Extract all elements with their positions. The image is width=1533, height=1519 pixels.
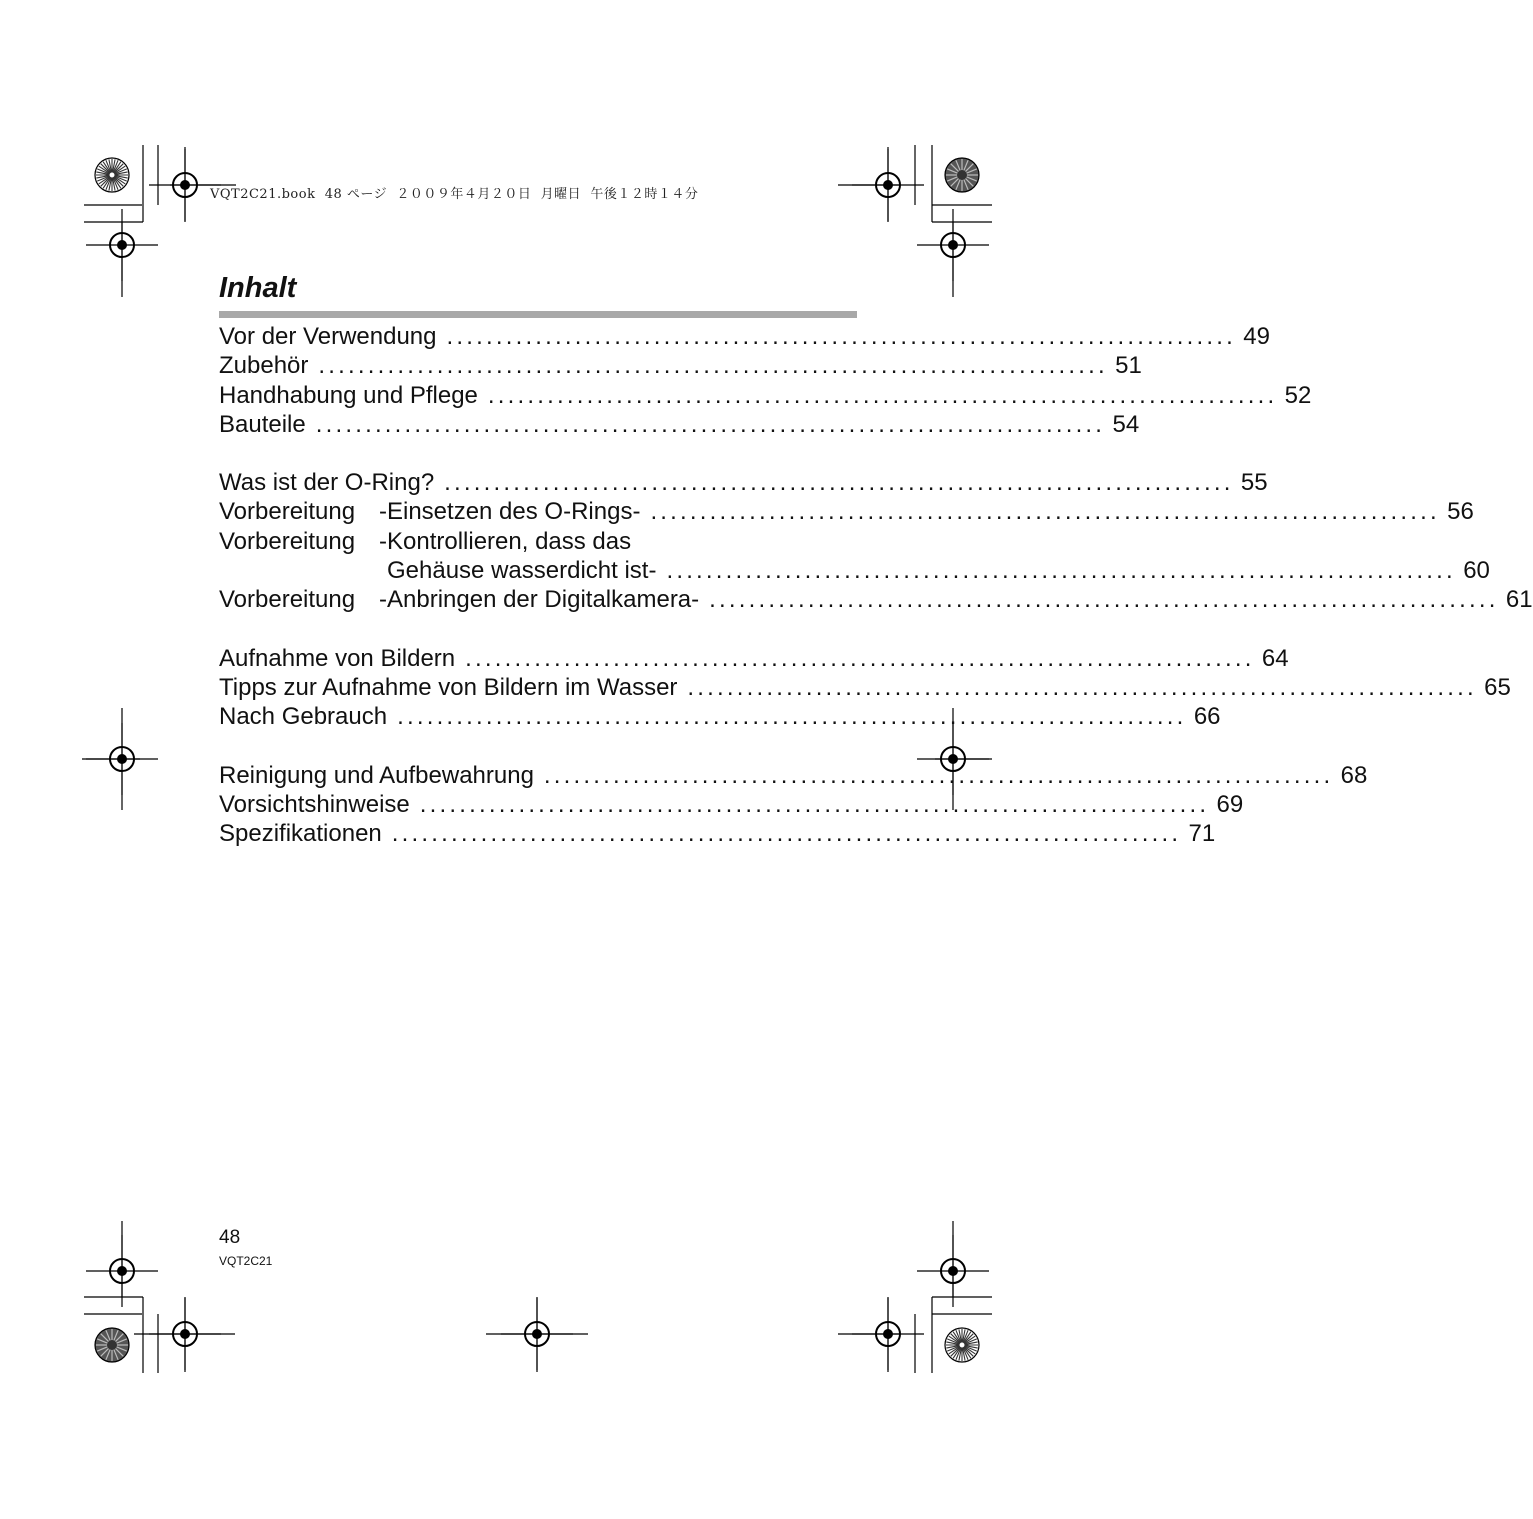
toc-entry-label: Handhabung und Pflege [219,381,478,409]
toc-dot-leader: ................................................................................ [650,498,1440,526]
toc-entry-label: Spezifikationen [219,820,382,848]
toc-dot-leader: ................................................................................ [315,410,1106,438]
toc-entry[interactable] [219,556,1490,585]
toc-entry-label: -Kontrollieren, dass das [379,527,632,555]
toc-entry[interactable] [219,819,1216,848]
toc-entry-page: 56 [1447,498,1474,526]
toc-dot-leader: ................................................................................ [318,352,1108,380]
toc-entry-page: 52 [1284,381,1312,409]
toc-dot-leader: ................................................................................ [666,557,1456,585]
toc-entry[interactable] [219,322,1270,351]
toc-entry[interactable] [219,673,1511,702]
toc-entry-label: Gehäuse wasserdicht ist- [387,557,657,585]
toc-entry-section: Vorbereitung [219,527,356,555]
toc-entry-page: 68 [1340,761,1368,789]
toc-entry[interactable] [219,702,1221,731]
toc-entry-label: Reinigung und Aufbewahrung [219,761,534,789]
toc-entry-label: -Einsetzen des O-Rings- [379,498,641,526]
toc-entry-section: Vorbereitung [219,586,356,614]
toc-entry-page: 69 [1216,790,1244,818]
toc-group [219,644,1511,732]
toc-entry-page: 64 [1261,644,1289,672]
toc-entry-label: Was ist der O-Ring? [219,469,435,497]
toc-entry[interactable] [219,410,1140,439]
toc-dot-leader: ................................................................................ [446,323,1236,350]
toc-dot-leader: ................................................................................ [543,761,1334,789]
table-of-contents [219,322,1533,877]
toc-entry[interactable] [219,527,857,556]
toc-entry-label: Aufnahme von Bildern [219,644,456,672]
toc-entry[interactable] [219,351,1142,380]
toc-dot-leader: ................................................................................ [419,790,1210,818]
toc-entry[interactable] [219,497,1474,526]
toc-entry-label: Vor der Verwendung [219,323,437,350]
toc-group [219,761,1368,849]
toc-dot-leader: ................................................................................ [444,469,1234,497]
toc-entry-page: 65 [1484,673,1511,701]
toc-entry-label: Nach Gebrauch [219,703,388,731]
toc-entry[interactable] [219,585,1533,614]
toc-dot-leader: ................................................................................ [709,586,1499,614]
toc-entry-page: 49 [1243,323,1270,350]
toc-entry-page: 54 [1112,410,1140,438]
toc-entry-page: 66 [1193,703,1221,731]
toc-entry-label: Tipps zur Aufnahme von Bildern im Wasser [219,673,678,701]
title-divider [219,311,857,318]
toc-entry[interactable] [219,468,1268,497]
toc-entry[interactable] [219,761,1368,790]
toc-entry[interactable] [219,381,1312,410]
print-slug-header: VQT2C21.book 48 ページ ２００９年４月２０日 月曜日 午後１２時１４分 [210,187,699,202]
toc-entry-label: Zubehör [219,352,309,380]
toc-group [219,468,1533,614]
toc-entry-page: 51 [1115,352,1142,380]
toc-entry-page: 71 [1188,820,1216,848]
toc-entry[interactable] [219,790,1244,819]
toc-dot-leader: ................................................................................ [391,820,1182,848]
page-title: Inhalt [219,272,297,304]
toc-entry-page: 55 [1240,469,1268,497]
toc-entry[interactable] [219,644,1289,673]
toc-entry-label: Vorsichtshinweise [219,790,410,818]
toc-group [219,322,1312,439]
page-number: 48 [219,1227,241,1248]
toc-dot-leader: ................................................................................ [487,381,1278,409]
document-code: VQT2C21 [219,1254,273,1268]
toc-entry-label: Bauteile [219,410,306,438]
toc-dot-leader: ................................................................................ [687,673,1477,701]
toc-entry-label: -Anbringen der Digitalkamera- [379,586,700,614]
toc-entry-section: Vorbereitung [219,498,356,526]
toc-dot-leader: ................................................................................ [465,644,1255,672]
toc-entry-page: 61 [1505,586,1533,614]
toc-dot-leader: ................................................................................ [397,703,1187,731]
toc-entry-page: 60 [1463,557,1490,585]
